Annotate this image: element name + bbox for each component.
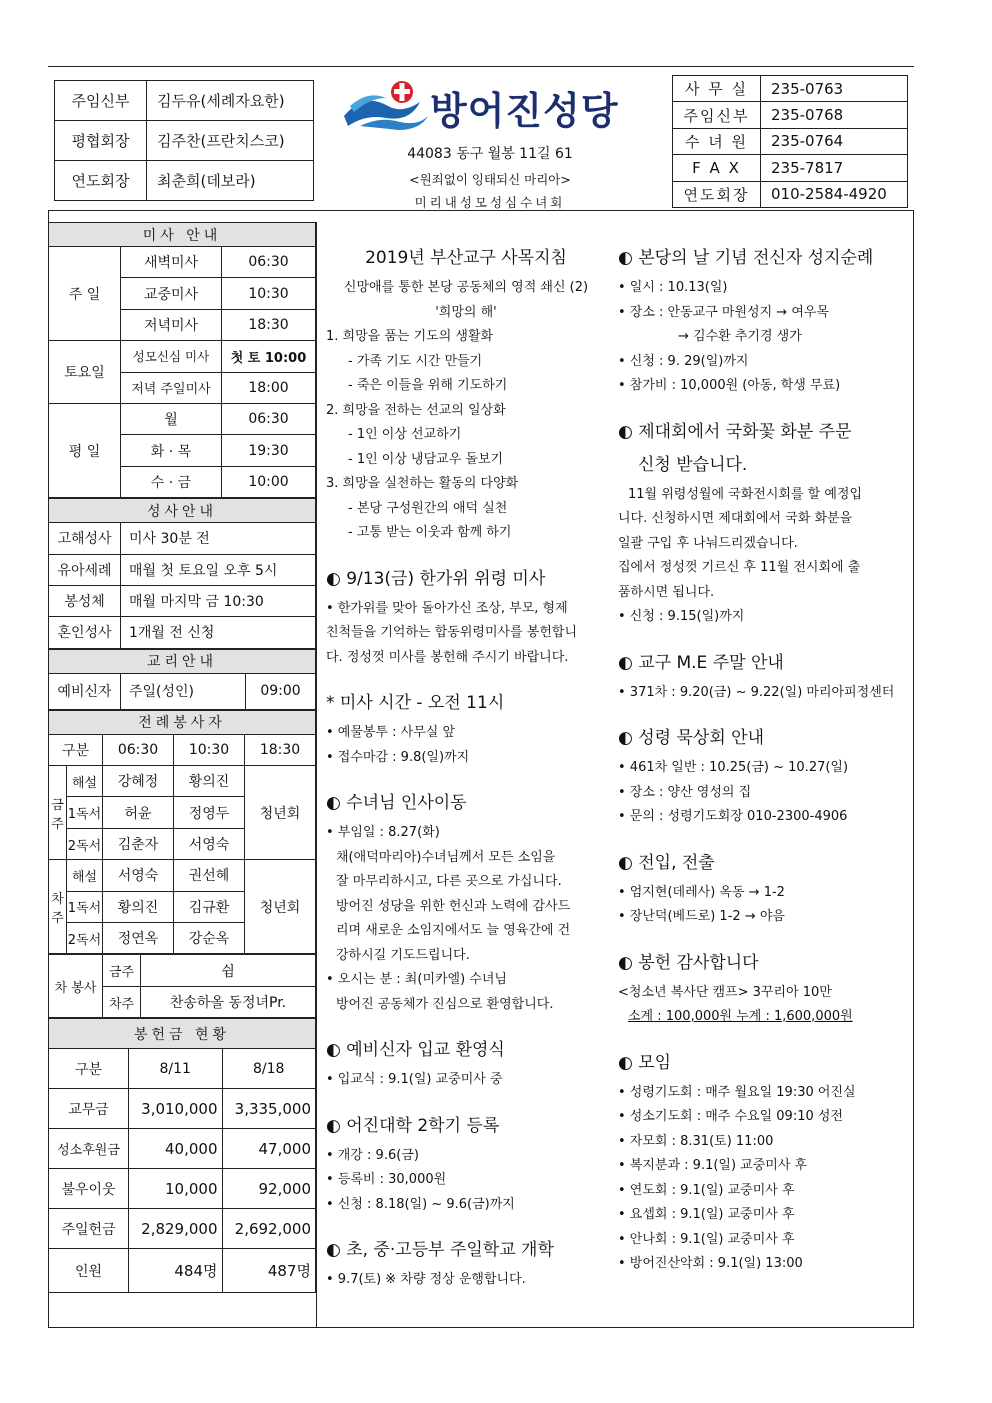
label: 불우이웃 xyxy=(49,1169,129,1209)
phone: 235-0763 xyxy=(761,76,908,102)
left-column xyxy=(48,222,316,1293)
notice-title: ◐ 교구 M.E 주말 안내 xyxy=(618,652,784,673)
contact-row xyxy=(673,128,908,154)
week-label: 금주 xyxy=(49,766,67,860)
notice-line: • 장난덕(베드로) 1-2 → 야음 xyxy=(618,909,785,924)
mass-name: 화 · 목 xyxy=(121,435,222,466)
value: 최춘희(데보라) xyxy=(147,161,314,201)
amount: 3,010,000 xyxy=(129,1089,223,1129)
notice-section xyxy=(618,848,908,948)
server-name: 강혜정 xyxy=(103,766,174,797)
notice-title: ◐ 초, 중·고등부 주일학교 개학 xyxy=(326,1240,554,1260)
amount: 47,000 xyxy=(222,1129,316,1169)
label: 고해성사 xyxy=(49,523,121,554)
notice-line: 다. 정성껏 미사를 봉헌해 주시기 바랍니다. xyxy=(326,649,569,665)
week-label: 금주 xyxy=(103,955,141,986)
contact-row xyxy=(673,181,908,207)
contact-row xyxy=(673,102,908,128)
notice-line: 1. 희망을 품는 기도의 생활화 xyxy=(326,329,494,344)
notice-line: • 복지분과 : 9.1(일) 교중미사 후 xyxy=(618,1158,808,1173)
role: 1독서 xyxy=(67,891,103,922)
car-value: 쉼 xyxy=(141,955,316,986)
notice-line: - 1인 이상 냉담교우 돌보기 xyxy=(348,451,504,467)
notice-title: ◐ 성령 묵상회 안내 xyxy=(618,728,764,748)
notice-title: ◐ 어진대학 2학기 등록 xyxy=(326,1115,500,1136)
mass-table xyxy=(48,222,316,498)
notice-title: ◐ 봉헌 감사합니다 xyxy=(618,952,759,973)
notice-section xyxy=(618,723,908,848)
notice-section xyxy=(326,788,606,1035)
server-name: 강순옥 xyxy=(174,923,245,954)
notice-line: 친척들을 기억하는 합동위령미사를 봉헌합니 xyxy=(326,625,577,640)
notice-title: ◐ 9/13(금) 한가위 위령 미사 xyxy=(326,568,546,589)
label: 사 무 실 xyxy=(673,76,761,102)
notice-line: • 자모회 : 8.31(토) 11:00 xyxy=(618,1133,774,1149)
value: 미사 30분 전 xyxy=(121,523,316,554)
notice-line: '희망의 해' xyxy=(435,304,497,320)
notice-line: 강하시길 기도드립니다. xyxy=(336,947,470,963)
notice-line: • 예물봉투 : 사무실 앞 xyxy=(326,725,456,740)
notice-line: → 김수환 추기경 생가 xyxy=(678,329,802,344)
label: F A X xyxy=(673,155,761,181)
server-name: 황의진 xyxy=(174,766,245,797)
sunday-label: 주 일 xyxy=(49,247,121,341)
notice-title: ◐ 본당의 날 기념 전신자 성지순례 xyxy=(618,248,874,268)
contact-row xyxy=(673,155,908,181)
phone: 235-0768 xyxy=(761,102,908,128)
col-header: 구분 xyxy=(49,1049,129,1089)
clergy-row xyxy=(55,121,314,161)
notice-title: ◐ 모임 xyxy=(618,1052,672,1073)
notice-line: • 신청 : 9.15(일)까지 xyxy=(618,609,745,624)
server-name: 정연옥 xyxy=(103,923,174,954)
notice-line: 2. 희망을 전하는 선교의 일상화 xyxy=(326,402,506,418)
label: 인원 xyxy=(49,1249,129,1293)
section-title: 봉헌금 현황 xyxy=(49,1019,316,1049)
section-title: 전례봉사자 xyxy=(49,710,316,734)
notice-section xyxy=(326,688,606,788)
notice-line: 품하시면 됩니다. xyxy=(618,584,715,600)
server-name: 황의진 xyxy=(103,891,174,922)
notice-line: • 461차 일반 : 10.25(금) ~ 10.27(일) xyxy=(618,760,849,775)
saturday-label: 토요일 xyxy=(49,341,121,404)
notice-line: 집에서 정성껏 기르신 후 11월 전시회에 출 xyxy=(618,560,861,575)
notice-line: <청소년 복사단 캠프> 3꾸리아 10만 xyxy=(618,984,832,1000)
youth-group: 청년회 xyxy=(245,766,316,860)
notice-line: 11월 위령성월에 국화전시회를 할 예정입 xyxy=(628,486,862,502)
notice-line: • 방어진산악회 : 9.1(일) 13:00 xyxy=(618,1256,803,1271)
mass-time: 19:30 xyxy=(222,435,316,466)
notice-line: • 일시 : 10.13(일) xyxy=(618,280,728,295)
role: 2독서 xyxy=(67,828,103,859)
server-name: 정영두 xyxy=(174,797,245,828)
amount: 2,829,000 xyxy=(129,1209,223,1249)
mass-name: 성모신심 미사 xyxy=(121,341,222,372)
weekday-label: 평 일 xyxy=(49,403,121,497)
server-name: 허윤 xyxy=(103,797,174,828)
notice-line: • 성소기도회 : 매주 수요일 09:10 성전 xyxy=(618,1109,844,1124)
notice-title: * 미사 시간 - 오전 11시 xyxy=(326,693,505,713)
wave-cross-icon xyxy=(340,76,430,132)
mass-time: 18:30 xyxy=(222,309,316,340)
notice-line: - 죽은 이들을 위해 기도하기 xyxy=(348,378,508,393)
notice-line: • 안나회 : 9.1(일) 교중미사 후 xyxy=(618,1231,795,1247)
car-value: 찬송하올 동정녀Pr. xyxy=(141,986,316,1017)
notice-section xyxy=(618,417,908,648)
col-header: 구분 xyxy=(49,734,103,765)
notice-line: • 부임일 : 8.27(화) xyxy=(326,825,440,840)
sacrament-table xyxy=(48,498,316,649)
notice-line: 3. 희망을 실천하는 활동의 다양화 xyxy=(326,476,519,491)
notice-title: ◐ 전입, 전출 xyxy=(618,852,715,873)
server-name: 서영숙 xyxy=(103,860,174,891)
col-header: 06:30 xyxy=(103,734,174,765)
label: 연도회장 xyxy=(673,181,761,207)
notice-line: - 고통 받는 이웃과 함께 하기 xyxy=(348,525,512,540)
notice-line: 방어진 공동체가 진심으로 환영합니다. xyxy=(336,996,554,1012)
notice-line: 소계 : 100,000원 누계 : 1,600,000원 xyxy=(628,1009,853,1024)
clergy-row xyxy=(55,81,314,121)
label: 연도회장 xyxy=(55,161,147,201)
label: 성소후원금 xyxy=(49,1129,129,1169)
notice-section xyxy=(326,564,606,689)
notice-line: 방어진 성당을 위한 헌신과 노력에 감사드 xyxy=(336,898,571,914)
clergy-table xyxy=(54,80,314,201)
mass-time: 첫 토 10:00 xyxy=(222,341,316,372)
notice-line: • 장소 : 양산 영성의 집 xyxy=(618,784,752,800)
notice-section xyxy=(618,1048,908,1295)
mass-time: 18:00 xyxy=(222,372,316,403)
amount: 484명 xyxy=(129,1249,223,1293)
section-title: 성사안내 xyxy=(49,499,316,523)
notice-title-cont: 신청 받습니다. xyxy=(638,454,748,475)
col-header: 18:30 xyxy=(245,734,316,765)
value: 매월 마지막 금 10:30 xyxy=(121,585,316,616)
server-name: 서영숙 xyxy=(174,828,245,859)
notice-line: 리며 새로운 소임지에서도 늘 영육간에 건 xyxy=(336,923,571,938)
section-title: 미사 안내 xyxy=(49,223,316,247)
section-title: 교리안내 xyxy=(49,649,316,673)
col-header: 8/11 xyxy=(129,1049,223,1089)
notice-line: • 오시는 분 : 최(미카엘) 수녀님 xyxy=(326,972,507,987)
notice-line: • 성령기도회 : 매주 월요일 19:30 어진실 xyxy=(618,1084,856,1100)
notice-line: 채(애덕마리아)수녀님께서 모든 소임을 xyxy=(336,849,556,865)
notice-line: 니다. 신청하시면 제대회에서 국화 화분을 xyxy=(618,511,853,526)
notice-section xyxy=(618,648,908,724)
role: 2독서 xyxy=(67,923,103,954)
car-service-table xyxy=(48,954,316,1018)
middle-column xyxy=(326,243,606,1311)
amount: 2,692,000 xyxy=(222,1209,316,1249)
notice-section xyxy=(326,1235,606,1311)
notice-section xyxy=(618,243,908,417)
notice-line: 일괄 구입 후 나눠드리겠습니다. xyxy=(618,535,798,551)
convent-name: 미리내성모성심수녀회 xyxy=(414,195,566,210)
notice-line: • 371차 : 9.20(금) ~ 9.22(일) 마리아피정센터 xyxy=(618,684,895,700)
mass-name: 새벽미사 xyxy=(121,247,222,278)
notice-line: • 신청 : 9. 29(일)까지 xyxy=(618,353,749,369)
notice-title: ◐ 제대회에서 국화꽃 화분 주문 xyxy=(618,421,852,442)
notice-line: - 1인 이상 선교하기 xyxy=(348,427,462,442)
col-header: 10:30 xyxy=(174,734,245,765)
label: 주임신부 xyxy=(673,102,761,128)
amount: 487명 xyxy=(222,1249,316,1293)
youth-group: 청년회 xyxy=(245,860,316,954)
patron-motto: <원죄없이 잉태되신 마리아> xyxy=(409,172,571,187)
notice-section xyxy=(326,1035,606,1111)
notice-line: 신망애를 통한 본당 공동체의 영적 쇄신 (2) xyxy=(343,280,589,295)
phone: 235-7817 xyxy=(761,155,908,181)
notice-line: • 연도회 : 9.1(일) 교중미사 후 xyxy=(618,1182,795,1198)
mass-time: 10:00 xyxy=(222,466,316,497)
notice-line: • 문의 : 성령기도회장 010-2300-4906 xyxy=(618,809,848,824)
mass-name: 저녁 주일미사 xyxy=(121,372,222,403)
header-rule xyxy=(48,66,914,67)
value: 김주찬(프란치스코) xyxy=(147,121,314,161)
label: 예비신자 xyxy=(49,673,121,709)
notice-line: • 장소 : 안동교구 마원성지 → 여우목 xyxy=(618,304,829,320)
mass-time: 06:30 xyxy=(222,403,316,434)
phone: 235-0764 xyxy=(761,128,908,154)
role: 1독서 xyxy=(67,797,103,828)
notice-title: ◐ 예비신자 입교 환영식 xyxy=(326,1040,505,1060)
value: 매월 첫 토요일 오후 5시 xyxy=(121,554,316,585)
clergy-row xyxy=(55,161,314,201)
notice-line: • 참가비 : 10,000원 (아동, 학생 무료) xyxy=(618,378,841,393)
label: 평협회장 xyxy=(55,121,147,161)
column-divider xyxy=(316,222,317,1328)
notice-line: • 요셉회 : 9.1(일) 교중미사 후 xyxy=(618,1207,795,1222)
notice-line: - 가족 기도 시간 만들기 xyxy=(348,353,483,369)
mass-time: 06:30 xyxy=(222,247,316,278)
mass-name: 월 xyxy=(121,403,222,434)
church-name: 방어진성당 xyxy=(430,89,619,133)
value: 1개월 전 신청 xyxy=(121,617,316,648)
notice-line: 잘 마무리하시고, 다른 곳으로 가십니다. xyxy=(336,874,562,889)
notice-section xyxy=(326,243,606,564)
servers-table xyxy=(48,710,316,955)
role: 해설 xyxy=(67,860,103,891)
col-header: 8/18 xyxy=(222,1049,316,1089)
contact-table xyxy=(672,75,908,208)
label: 혼인성사 xyxy=(49,617,121,648)
label: 교무금 xyxy=(49,1089,129,1129)
notice-line: - 본당 구성원간의 애덕 실천 xyxy=(348,500,508,516)
label: 주일헌금 xyxy=(49,1209,129,1249)
value: 김두유(세례자요한) xyxy=(147,81,314,121)
label: 수 녀 원 xyxy=(673,128,761,154)
notice-line: • 입교식 : 9.1(일) 교중미사 중 xyxy=(326,1072,503,1087)
server-name: 권선혜 xyxy=(174,860,245,891)
mass-name: 수 · 금 xyxy=(121,466,222,497)
server-name: 김규환 xyxy=(174,891,245,922)
role: 해설 xyxy=(67,766,103,797)
notice-line: • 개강 : 9.6(금) xyxy=(326,1147,419,1163)
server-name: 김춘자 xyxy=(103,828,174,859)
week-label: 차주 xyxy=(49,860,67,954)
notice-line: • 접수마감 : 9.8(일)까지 xyxy=(326,749,470,765)
notice-line: • 등록비 : 30,000원 xyxy=(326,1172,447,1187)
mass-name: 교중미사 xyxy=(121,278,222,309)
amount: 3,335,000 xyxy=(222,1089,316,1129)
church-logo xyxy=(340,76,650,132)
offering-table xyxy=(48,1018,316,1293)
phone: 010-2584-4920 xyxy=(761,181,908,207)
notice-line: • 9.7(토) ※ 차량 정상 운행합니다. xyxy=(326,1272,526,1287)
mass-time: 10:30 xyxy=(222,278,316,309)
notice-line: • 신청 : 8.18(일) ~ 9.6(금)까지 xyxy=(326,1196,515,1212)
label: 봉성체 xyxy=(49,585,121,616)
contact-row xyxy=(673,76,908,102)
amount: 92,000 xyxy=(222,1169,316,1209)
notice-line: • 한가위를 맞아 돌아가신 조상, 부모, 형제 xyxy=(326,600,568,616)
amount: 10,000 xyxy=(129,1169,223,1209)
car-label: 차 봉사 xyxy=(49,955,103,1018)
notice-section xyxy=(618,948,908,1048)
notice-title: ◐ 수녀님 인사이동 xyxy=(326,793,467,813)
value: 주일(성인) xyxy=(121,673,246,709)
notice-line: • 엄지현(데레사) 옥동 → 1-2 xyxy=(618,884,785,900)
week-label: 차주 xyxy=(103,986,141,1017)
doctrine-table xyxy=(48,649,316,710)
right-column xyxy=(618,243,908,1295)
amount: 40,000 xyxy=(129,1129,223,1169)
notice-section xyxy=(326,1111,606,1236)
notice-title: 2019년 부산교구 사목지침 xyxy=(365,248,567,268)
label: 주임신부 xyxy=(55,81,147,121)
label: 유아세례 xyxy=(49,554,121,585)
mass-name: 저녁미사 xyxy=(121,309,222,340)
address: 44083 동구 월봉 11길 61 xyxy=(407,146,573,162)
time: 09:00 xyxy=(246,673,316,709)
